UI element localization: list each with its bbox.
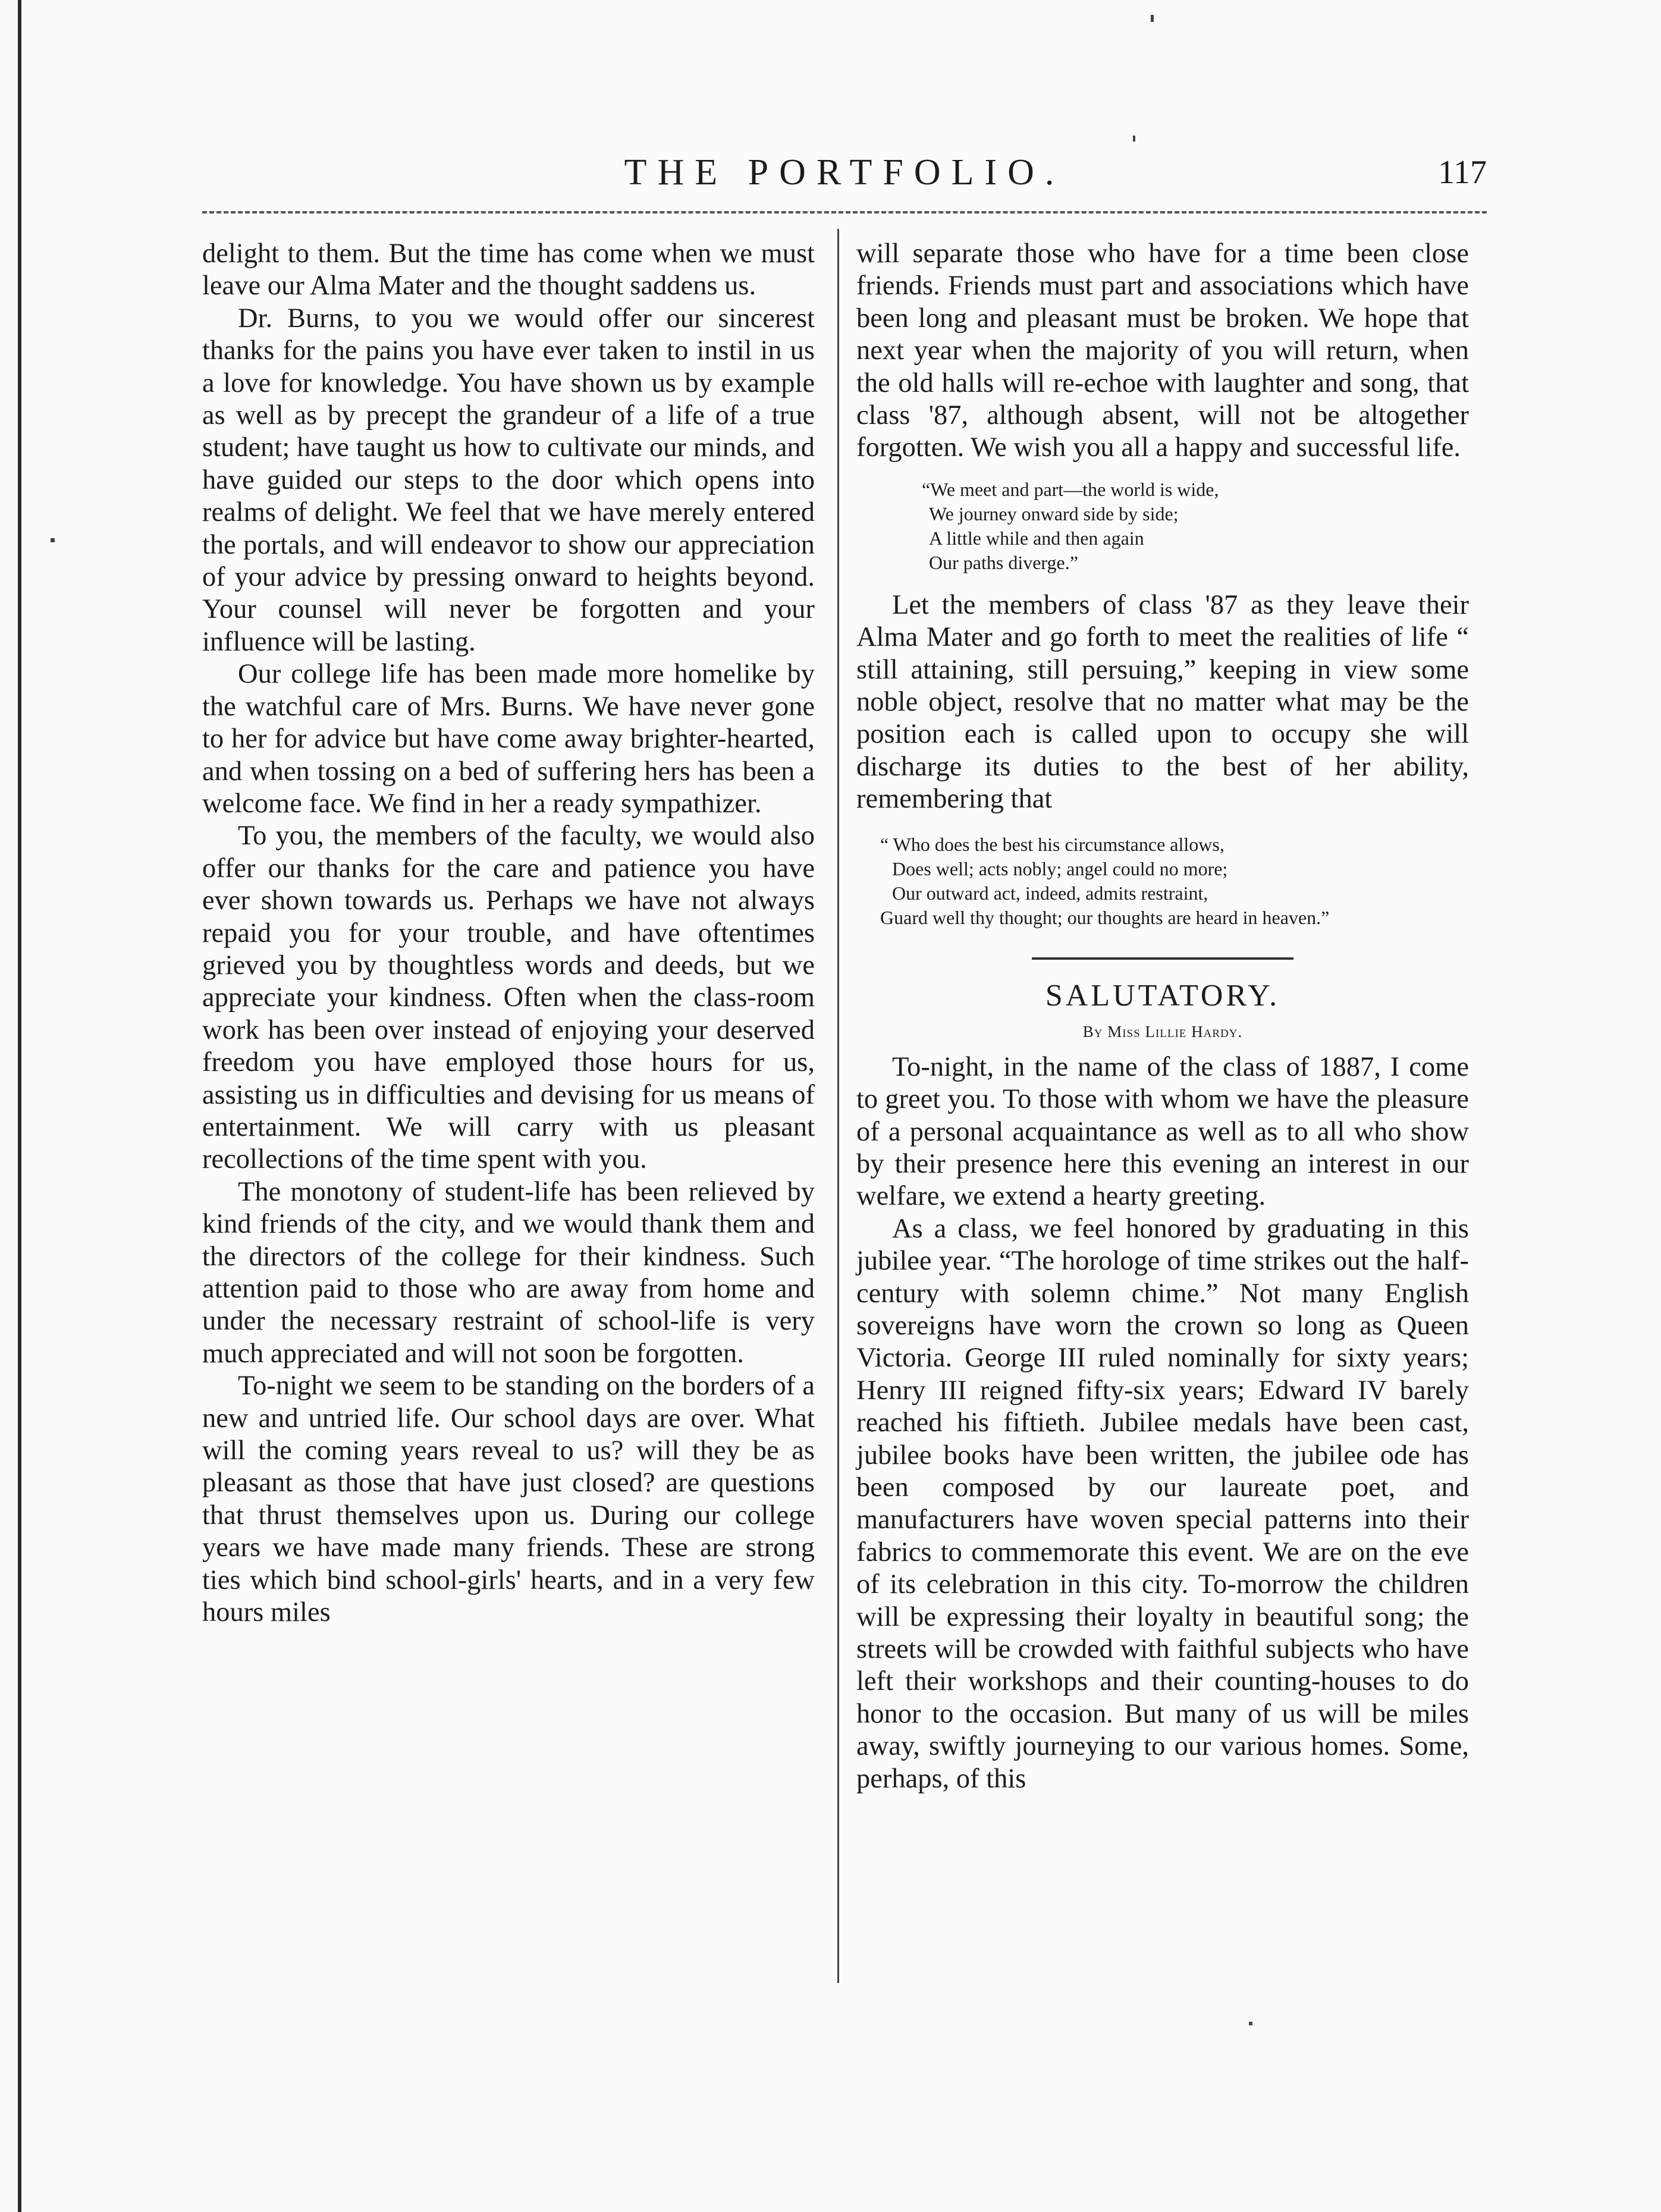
paragraph: Our college life has been made more homelike by the watchful care of Mrs. Burns. We have never gone to her for advice but have come away brighter-hearted, and when tossing on a bed of suffering hers has been a welcome face. We find in her a ready sympathizer. xyxy=(202,659,815,819)
verse-line: Our paths diverge.” xyxy=(929,551,1078,573)
verse-line: Our outward act, indeed, admits restraint, xyxy=(892,882,1208,904)
column-divider xyxy=(837,229,839,1983)
section-title: SALUTATORY. xyxy=(1045,978,1280,1013)
journal-title: THE PORTFOLIO. xyxy=(624,152,1065,193)
paragraph: delight to them. But the time has come when we must leave our Alma Mater and the thought saddens us. xyxy=(202,238,815,301)
scan-speck xyxy=(1133,136,1135,142)
left-column xyxy=(202,238,815,1629)
scan-binding-edge xyxy=(18,0,21,2212)
paragraph: The monotony of student-life has been relieved by kind friends of the city, and we would thank them and the directors of the college for their kindness. Such attention paid to those who are away from home and under the necessary restraint of school-life is very much appreciated and will not soon be forgotten. xyxy=(202,1176,815,1369)
verse-line: “We meet and part—the world is wide, xyxy=(922,478,1219,500)
scan-speck xyxy=(51,538,55,542)
verse-line: We journey onward side by side; xyxy=(929,502,1179,524)
verse-line: Guard well thy thought; our thoughts are heard in heaven.” xyxy=(880,906,1330,928)
paragraph: To-night, in the name of the class of 1887, I come to greet you. To those with whom we have the pleasure of a personal acquaintance as well as to all who show by their presence here this evening an interest in our welfare, we extend a hearty greeting. xyxy=(856,1051,1469,1212)
paragraph: To-night we seem to be standing on the borders of a new and untried life. Our school days are over. What will the coming years reveal to us? will they be as pleasant as those that have just closed? are questions that thrust themselves upon us. During our college years we have made many friends. These are strong ties which bind school-girls' hearts, and in a very few hours miles xyxy=(202,1371,815,1628)
byline xyxy=(856,1017,1469,1047)
paragraph: Let the members of class '87 as they leave their Alma Mater and go forth to meet the realities of life “ still attaining, still persuing,” keeping in view some noble object, resolve that no matter what may be the position each is called upon to occupy she will discharge its duties to the best of her ability, remembering that xyxy=(856,589,1469,815)
verse-line: A little while and then again xyxy=(929,527,1144,549)
byline-text: By Miss Lillie Hardy. xyxy=(1082,1022,1243,1041)
right-column xyxy=(856,238,1469,1795)
verse-line: Does well; acts nobly; angel could no more; xyxy=(892,857,1228,879)
paragraph: will separate those who have for a time been close friends. Friends must part and associations which have been long and pleasant must be broken. We hope that next year when the majority of you will return, when the old halls will re-echoe with laughter and song, that class '87, although absent, will not be altogether forgotten. We wish you all a happy and successful life. xyxy=(856,238,1469,463)
header-rule xyxy=(202,211,1487,213)
section-rule xyxy=(1032,957,1293,960)
verse-quote xyxy=(856,477,1469,575)
scan-speck xyxy=(1151,15,1154,22)
paragraph: To you, the members of the faculty, we would also offer our thanks for the care and patience you have ever shown towards us. Perhaps we have not always repaid you for your trouble, and have oftentimes grieved you by thoughtless words and deeds, but we appreciate your kindness. Often when the class-room work has been over instead of enjoying your deserved freedom you have employed those hours for us, assisting us in difficulties and devising for us means of entertainment. We will carry with us pleasant recollections of the time spent with you. xyxy=(202,821,815,1175)
page-number: 117 xyxy=(1438,154,1487,191)
running-head xyxy=(202,146,1487,199)
paragraph: Dr. Burns, to you we would offer our sincerest thanks for the pains you have ever taken to instil in us a love for knowledge. You have shown us by example as well as by precept the grandeur of a life of a true student; have taught us how to cultivate our minds, and have guided our steps to the door which opens into realms of delight. We feel that we have merely entered the portals, and will endeavor to show our appreciation of your advice by pressing onward to heights beyond. Your counsel will never be forgotten and your influence will be lasting. xyxy=(202,303,815,657)
verse-quote xyxy=(856,832,1469,930)
scan-speck xyxy=(1249,2022,1252,2025)
verse-line: “ Who does the best his circumstance allows, xyxy=(880,833,1224,855)
paragraph: As a class, we feel honored by graduating in this jubilee year. “The horologe of time strikes out the half-century with solemn chime.” Not many English sovereigns have worn the crown so long as Queen Victoria. George III ruled nominally for sixty years; Henry III reigned fifty-six years; Edward IV barely reached his fiftieth. Jubilee medals have been cast, jubilee books have been written, the jubilee ode has been composed by our laureate poet, and manufacturers have woven special patterns into their fabrics to commemorate this event. We are on the eve of its celebration in this city. To-morrow the children will be expressing their loyalty in beautiful song; the streets will be crowded with faithful subjects who have left their workshops and their counting-houses to do honor to the occasion. But many of us will be miles away, swiftly journeying to our various homes. Some, perhaps, of this xyxy=(856,1213,1469,1794)
